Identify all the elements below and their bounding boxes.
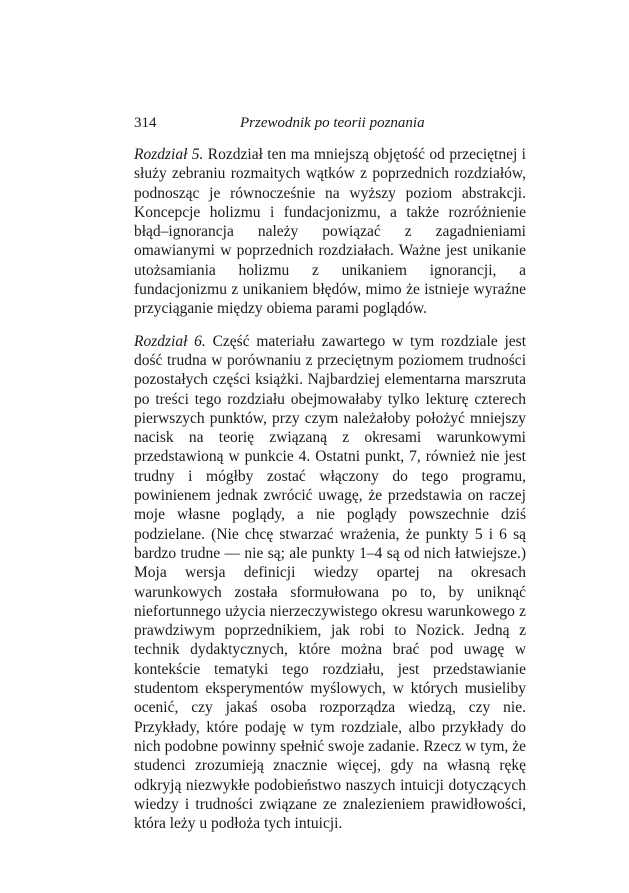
- paragraph-chapter-6: [134, 332, 526, 834]
- chapter-6-text: Część materiału zawartego w tym rozdziale jest dość trudna w porównaniu z przeciętnym poziomem trudności pozostałych części książki. Najbardziej elementarna marszruta po treści tego rozdziału obejmowałaby tylko lekturę czterech pierwszych punktów, przy czym należałoby położyć mniejszy nacisk na teorię związaną z okresami warunkowymi przedstawioną w punkcie 4. Ostatni punkt, 7, również nie jest trudny i mógłby zostać włączony do tego programu, powinienem jednak zwrócić uwagę, że przedstawia on raczej moje własne poglądy, a nie poglądy powszechnie dziś podzielane. (Nie chcę stwarzać wrażenia, że punkty 5 i 6 są bardzo trudne — nie są; ale punkty 1–4 są od nich łatwiejsze.) Moja wersja definicji wiedzy opartej na okresach warunkowych została sformułowana po to, by uniknąć niefortunnego użycia nierzeczywistego okresu warunkowego z prawdziwym poprzednikiem, jak robi to Nozick. Jedną z technik dydaktycznych, które można brać pod uwagę w kontekście tematyki tego rozdziału, jest przedstawianie studentom eksperymentów myślowych, w których musieliby ocenić, czy jakaś osoba rozporządza wiedzą, czy nie. Przykłady, które podaję w tym rozdziale, albo przykłady do nich podobne powinny spełnić swoje zadanie. Rzecz w tym, że studenci zrozumieją znacznie więcej, gdy na własną rękę odkryją niezwykłe podobieństwo naszych intuicji dotyczących wiedzy i trudności związane ze znalezieniem prawidłowości, która leży u podłoża tych intuicji.: [134, 332, 526, 833]
- chapter-6-lead: Rozdział 6.: [134, 332, 206, 350]
- paragraph-chapter-5: [134, 145, 526, 319]
- book-title: Przewodnik po teorii poznania: [240, 115, 425, 131]
- running-head: [134, 112, 526, 134]
- chapter-5-text: Rozdział ten ma mniejszą objętość od przeciętnej i służy zebraniu rozmaitych wątków z poprzednich rozdziałów, podnosząc je równocześnie na wyższy poziom abstrakcji. Koncepcje holizmu i fundacjonizmu, a także rozróżnienie błąd–ignorancja należy powiązać z zagadnieniami omawianymi w poprzednich rozdziałach. Ważne jest unikanie utożsamiania holizmu z unikaniem ignorancji, a fundacjonizmu z unikaniem błędów, mimo że istnieje wyraźne przyciąganie między obiema parami poglądów.: [134, 146, 526, 318]
- chapter-5-lead: Rozdział 5.: [134, 146, 204, 163]
- page-number: 314: [134, 115, 157, 131]
- book-page: [134, 112, 526, 833]
